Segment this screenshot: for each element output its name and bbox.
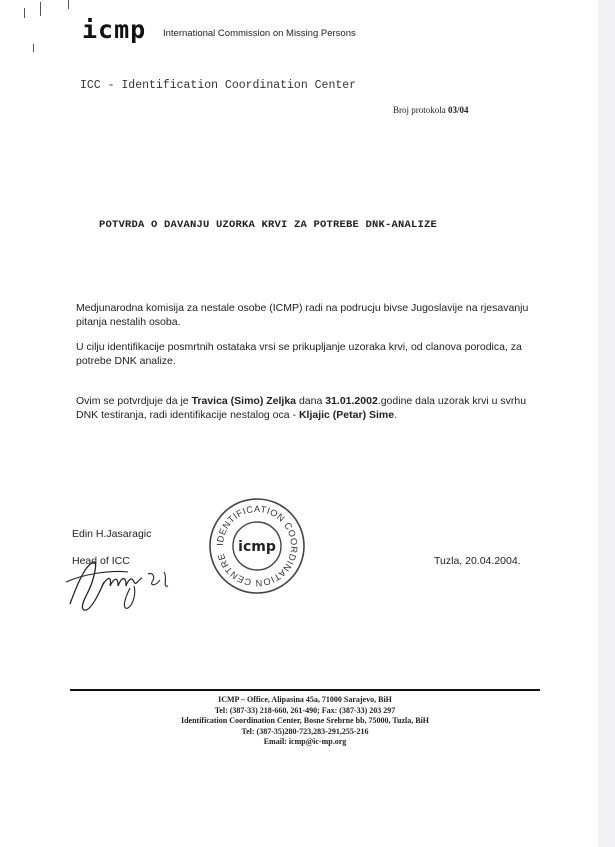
signer-name: Edin H.Jasaragic — [72, 528, 152, 540]
document-title: POTVRDA O DAVANJU UZORKA KRVI ZA POTREBE DNK-ANALIZE — [99, 219, 438, 231]
protocol-value: 03/04 — [448, 105, 469, 115]
signer-role: Head of ICC — [72, 555, 130, 567]
icmp-logo: icmp — [82, 15, 147, 44]
paragraph-intro: Medjunarodna komisija za nestale osobe (ICMP) radi na podrucju bivse Jugoslavije na rjesavanju pitanja nestalih osoba. — [76, 302, 529, 328]
paragraph-purpose: U cilju identifikacije posmrtnih ostataka vrsi se prikupljanje uzoraka krvi, od clanova porodica, za potrebe DNK analize. — [76, 341, 522, 367]
confirmation-text: .godine dala uzorak krvi u svrhu DNK testiranja, radi identifikacije nestalog oca - — [76, 395, 527, 421]
center-name: ICC - Identification Coordination Center — [80, 79, 357, 92]
scan-speck — [24, 8, 25, 18]
footer-line: ICMP – Office, Alipasina 45a, 71000 Sarajevo, BiH — [218, 695, 392, 704]
footer-line: Tel: (387-35)280-723,283-291,255-216 — [241, 726, 369, 736]
footer-line: Identification Coordination Center, Bosne Srebrne bb, 75000, Tuzla, BiH — [180, 716, 430, 726]
missing-person-name: Kljajic (Petar) Sime — [298, 409, 395, 421]
organization-name: International Commission on Missing Persons — [163, 28, 356, 39]
scan-speck — [33, 44, 34, 52]
stamp-center-text: icmp — [238, 539, 276, 555]
confirmation-text: dana — [296, 395, 326, 407]
confirmation-text: Ovim se potvrdjuje da je — [76, 395, 192, 407]
scan-speck — [68, 0, 69, 9]
confirmation-text: . — [394, 409, 397, 421]
protocol-number — [393, 105, 469, 115]
footer-divider — [70, 689, 540, 691]
scan-edge-strip — [598, 0, 615, 847]
paragraph-confirmation — [76, 394, 546, 422]
place-and-date: Tuzla, 20.04.2004. — [434, 555, 521, 567]
footer-address — [70, 695, 540, 748]
handwritten-signature — [64, 552, 184, 614]
footer-email: Email: icmp@ic-mp.org — [263, 737, 347, 747]
sample-date: 31.01.2002 — [325, 395, 378, 407]
scan-speck — [40, 2, 41, 16]
icmp-round-stamp — [207, 496, 307, 596]
footer-line: Tel: (387-33) 218-660, 261-490; Fax: (387-33) 203 297 — [214, 705, 396, 715]
stamp-ring-text: IDENTIFICATION COORDINATION CENTRE — [214, 503, 300, 589]
protocol-label: Broj protokola — [393, 105, 446, 115]
donor-name: Travica (Simo) Zeljka — [191, 395, 297, 407]
